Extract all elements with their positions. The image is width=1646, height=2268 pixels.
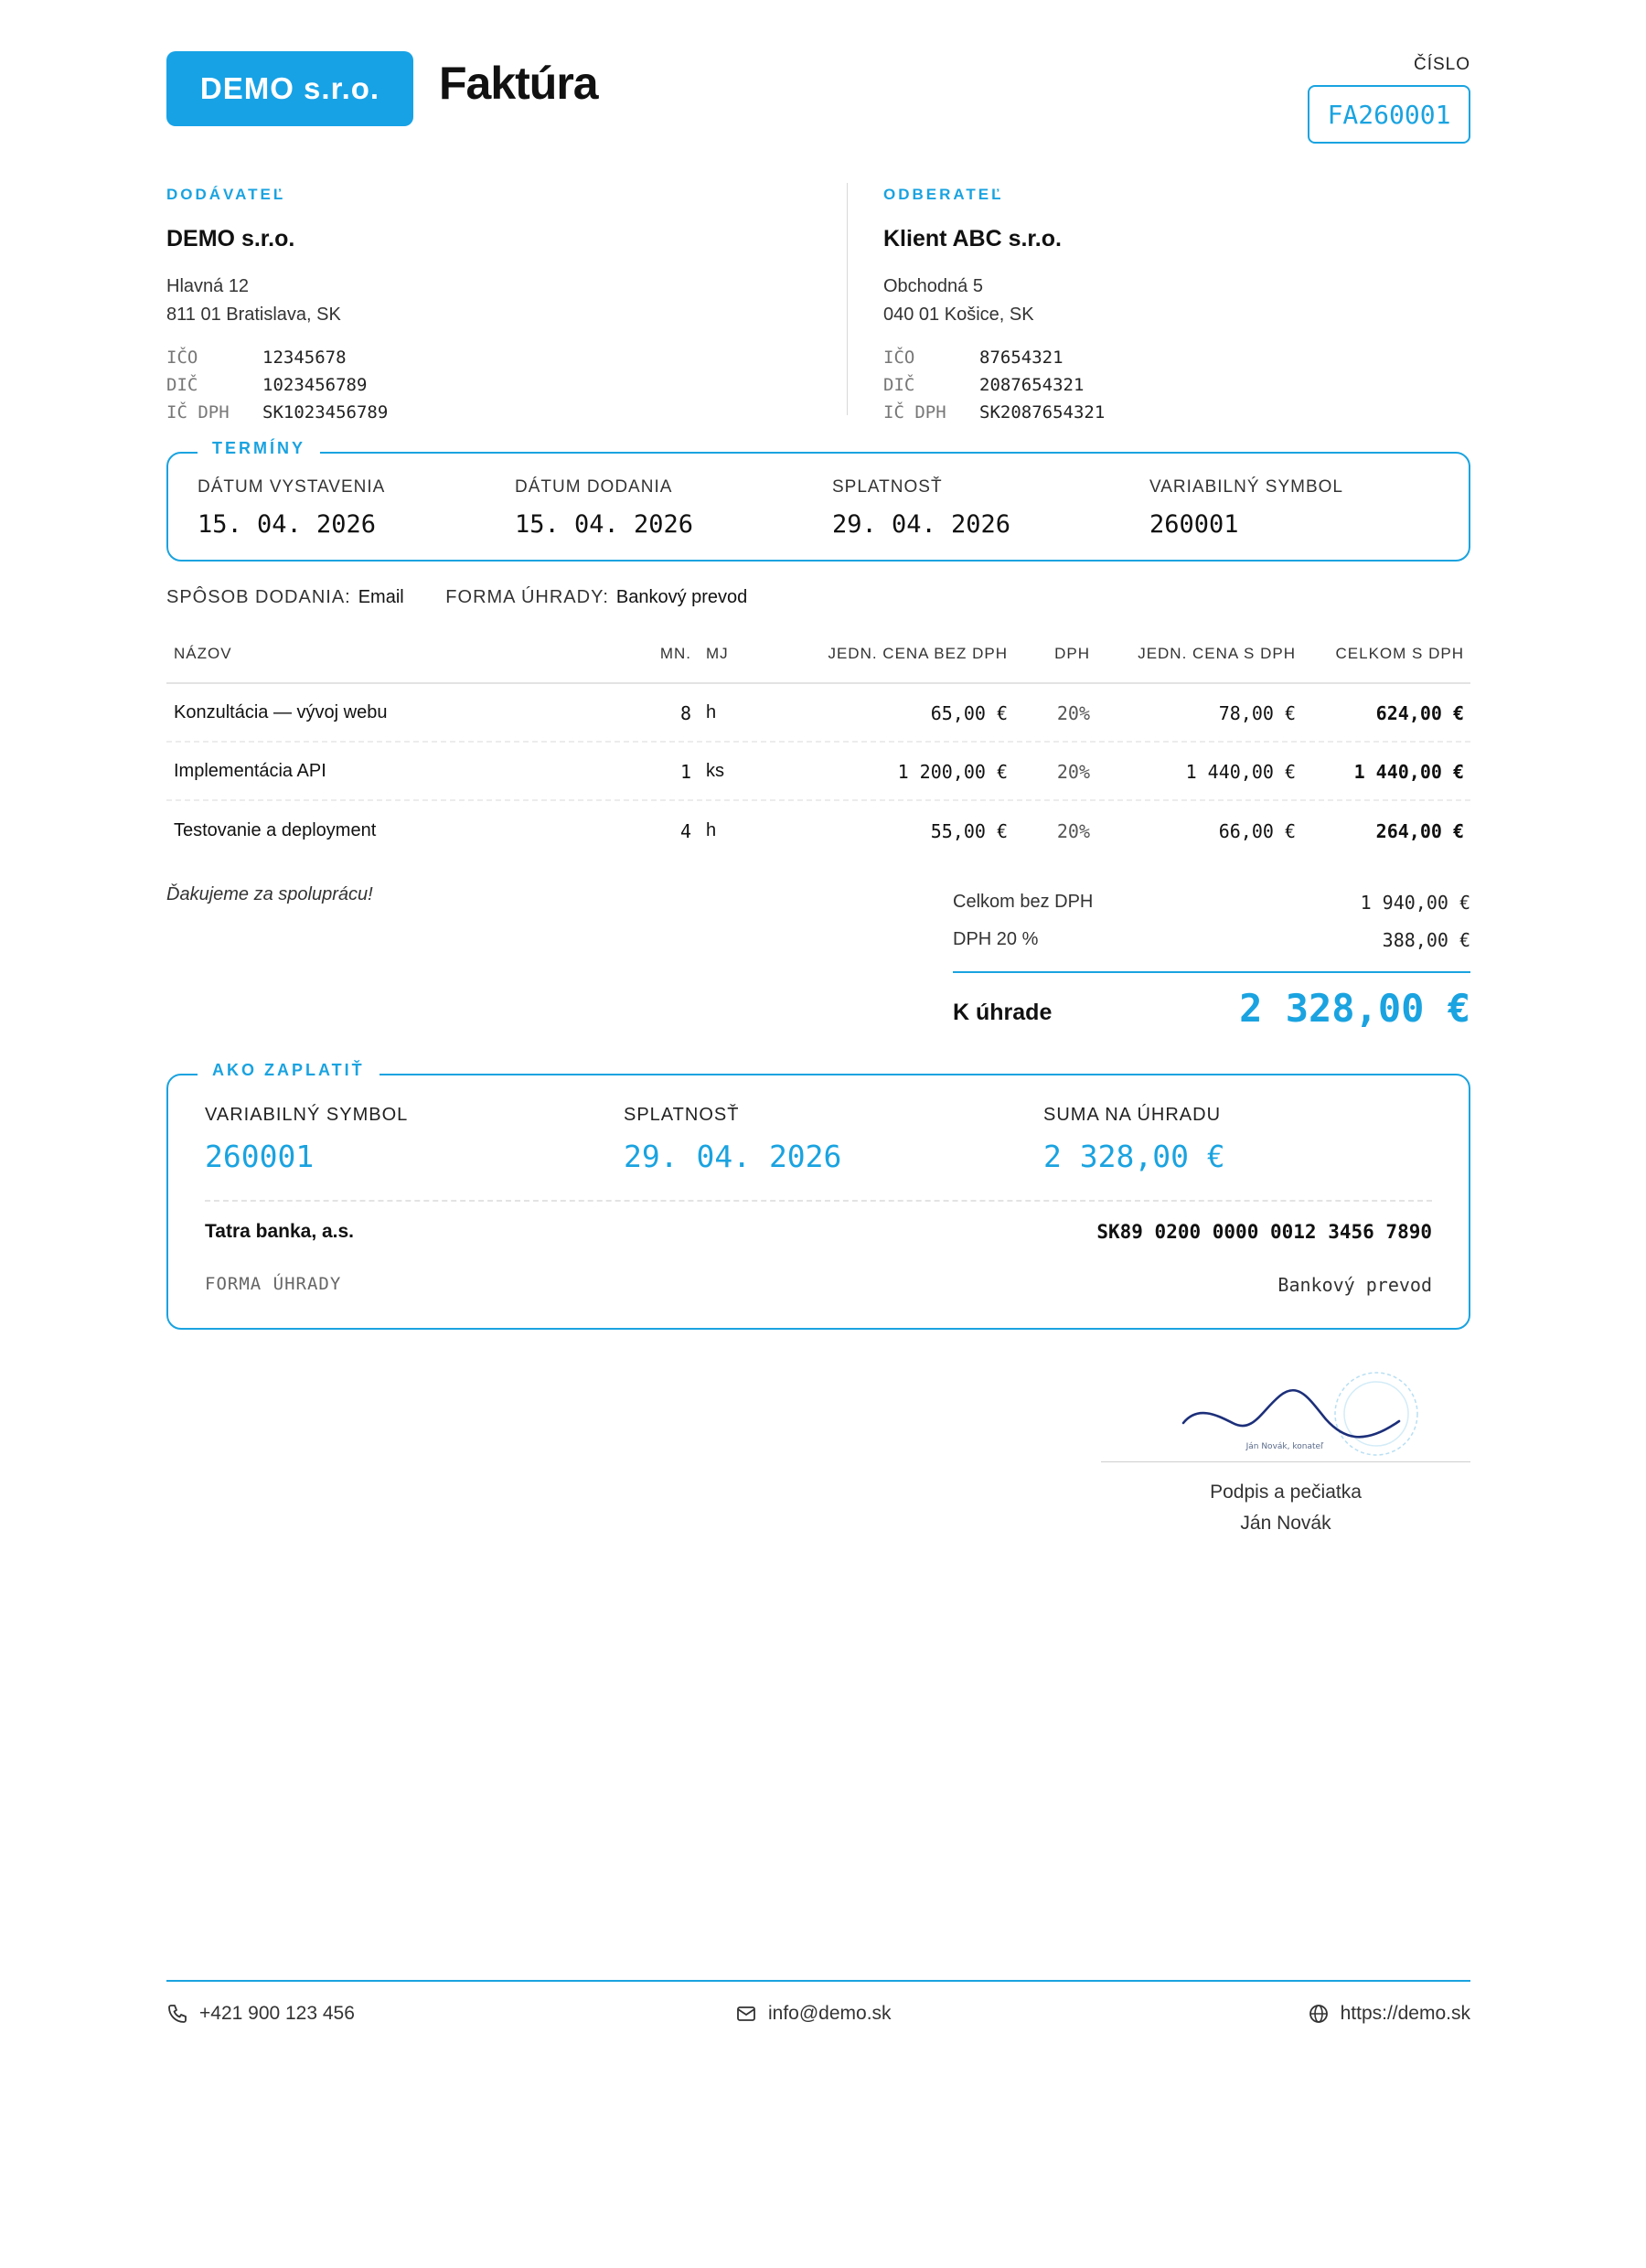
payment-value: 2 328,00 € [1043, 1139, 1225, 1174]
bank-name: Tatra banka, a.s. [205, 1221, 355, 1242]
term-label: DÁTUM DODANIA [515, 477, 673, 497]
th-unit-price: JEDN. CENA BEZ DPH [828, 645, 1008, 662]
customer-id-row [883, 399, 1523, 426]
iban: SK89 0200 0000 0012 3456 7890 [1096, 1221, 1432, 1243]
term-value: 260001 [1149, 510, 1239, 539]
signature-inline-name: Ján Novák, konateľ [1245, 1442, 1324, 1451]
payment-value: 260001 [205, 1139, 315, 1174]
signature-image [1170, 1363, 1436, 1463]
footer-divider [166, 1980, 1470, 1982]
cell-vat: 20% [1056, 702, 1090, 724]
invoice-number: FA260001 [1308, 85, 1470, 144]
cell-total: 1 440,00 € [1353, 761, 1464, 783]
page-title: Faktúra [439, 58, 598, 109]
term-label: DÁTUM VYSTAVENIA [198, 477, 386, 497]
customer-address [883, 273, 1523, 329]
supplier-label: DODÁVATEĽ [166, 186, 286, 203]
id-key: IČO [883, 348, 915, 368]
cell-qty: 1 [679, 761, 691, 783]
cell-unit: h [706, 820, 717, 840]
cell-total: 624,00 € [1375, 702, 1464, 724]
customer-block [883, 186, 1523, 426]
cell-qty: 8 [679, 702, 691, 724]
term-due-date [832, 477, 1010, 539]
supplier-address [166, 273, 807, 329]
cell-name: Testovanie a deployment [174, 820, 377, 840]
id-value: SK1023456789 [262, 402, 389, 423]
supplier-id-row [166, 371, 807, 399]
payment-label: SUMA NA ÚHRADU [1043, 1105, 1222, 1125]
th-unit: MJ [706, 645, 729, 662]
cell-unit: ks [706, 761, 724, 781]
email-link[interactable]: info@demo.sk [768, 2003, 892, 2024]
th-total: CELKOM S DPH [1335, 645, 1464, 662]
payment-amount [1043, 1105, 1225, 1174]
payment-variable-symbol [205, 1105, 408, 1174]
mail-icon [735, 2003, 757, 2025]
footer-email [735, 2003, 892, 2025]
id-value: 2087654321 [979, 375, 1085, 395]
delivery-method-value: Email [358, 587, 404, 607]
amount-due-label: K úhrade [953, 1000, 1053, 1025]
id-value: 12345678 [262, 348, 347, 368]
payment-divider [205, 1200, 1432, 1202]
id-key: DIČ [883, 375, 915, 395]
row-divider [166, 799, 1470, 801]
id-value: SK2087654321 [979, 402, 1106, 423]
website-link[interactable]: https://demo.sk [1340, 2003, 1470, 2024]
supplier-name: DEMO s.r.o. [166, 226, 295, 251]
amount-due-value: 2 328,00 € [1239, 986, 1470, 1031]
vat-total-label: DPH 20 % [953, 929, 1039, 949]
signature-label: Podpis a pečiatka [1210, 1482, 1362, 1503]
footer-phone [166, 2003, 355, 2025]
totals-divider [953, 971, 1470, 973]
cell-total: 264,00 € [1375, 820, 1464, 842]
th-name: NÁZOV [174, 645, 232, 662]
signature [1170, 1363, 1436, 1463]
term-delivery-date [515, 477, 693, 539]
customer-ids [883, 344, 1523, 426]
signature-line [1101, 1461, 1470, 1462]
term-label: VARIABILNÝ SYMBOL [1149, 477, 1343, 497]
table-header-divider [166, 682, 1470, 684]
customer-name: Klient ABC s.r.o. [883, 226, 1062, 251]
th-vat: DPH [1054, 645, 1090, 662]
signature-caption [1101, 1477, 1470, 1539]
footer-web [1308, 2003, 1470, 2025]
supplier-id-row [166, 344, 807, 371]
supplier-block [166, 186, 807, 426]
party-divider [847, 183, 848, 415]
net-total-label: Celkom bez DPH [953, 892, 1094, 912]
payment-form-label: FORMA ÚHRADY [205, 1274, 342, 1294]
thank-you-note: Ďakujeme za spoluprácu! [166, 884, 373, 904]
phone-icon [166, 2003, 188, 2025]
id-key: IČ DPH [883, 402, 946, 423]
cell-unit-price: 1 200,00 € [897, 761, 1008, 783]
cell-unit-price: 65,00 € [930, 702, 1008, 724]
cell-unit-price-vat: 66,00 € [1218, 820, 1296, 842]
vat-total-value: 388,00 € [1382, 929, 1470, 951]
delivery-method-label: SPÔSOB DODANIA: [166, 587, 351, 607]
globe-icon [1308, 2003, 1330, 2025]
payment-legend: AKO ZAPLATIŤ [198, 1061, 379, 1080]
th-qty: MN. [659, 645, 691, 662]
payment-label: VARIABILNÝ SYMBOL [205, 1105, 409, 1125]
term-value: 15. 04. 2026 [515, 510, 694, 539]
net-total-value: 1 940,00 € [1360, 892, 1470, 914]
id-value: 87654321 [979, 348, 1063, 368]
signature-name: Ján Novák [1240, 1513, 1331, 1534]
cell-qty: 4 [679, 820, 691, 842]
terms-legend: TERMÍNY [198, 439, 320, 458]
customer-id-row [883, 371, 1523, 399]
phone-text[interactable]: +421 900 123 456 [199, 2003, 355, 2024]
term-label: SPLATNOSŤ [832, 477, 943, 497]
id-key: IČO [166, 348, 198, 368]
customer-id-row [883, 344, 1523, 371]
customer-address-line: Obchodná 5 [883, 276, 983, 296]
row-divider [166, 741, 1470, 743]
cell-vat: 20% [1056, 761, 1090, 783]
supplier-ids [166, 344, 807, 426]
signature-stroke [1183, 1390, 1399, 1437]
term-value: 15. 04. 2026 [198, 510, 377, 539]
payment-form-value: Bankový prevod [615, 587, 748, 607]
id-value: 1023456789 [262, 375, 368, 395]
cell-unit-price: 55,00 € [930, 820, 1008, 842]
cell-unit-price-vat: 78,00 € [1218, 702, 1296, 724]
supplier-address-line: Hlavná 12 [166, 276, 250, 296]
cell-unit: h [706, 702, 717, 722]
delivery-info [166, 587, 747, 608]
term-variable-symbol [1149, 477, 1343, 539]
term-value: 29. 04. 2026 [832, 510, 1011, 539]
payment-form-label: FORMA ÚHRADY: [445, 587, 609, 607]
payment-form-value: Bankový prevod [1277, 1274, 1432, 1296]
term-issue-date [198, 477, 385, 539]
customer-address-line: 040 01 Košice, SK [883, 305, 1034, 325]
cell-vat: 20% [1056, 820, 1090, 842]
cell-unit-price-vat: 1 440,00 € [1185, 761, 1296, 783]
invoice-number-label: ČÍSLO [1413, 55, 1470, 74]
cell-name: Konzultácia — vývoj webu [174, 702, 388, 722]
id-key: IČ DPH [166, 402, 230, 423]
supplier-id-row [166, 399, 807, 426]
customer-label: ODBERATEĽ [883, 186, 1004, 203]
th-unit-price-vat: JEDN. CENA S DPH [1138, 645, 1296, 662]
stamp-outer-ring [1335, 1373, 1417, 1455]
payment-due-date [624, 1105, 841, 1174]
cell-name: Implementácia API [174, 761, 326, 781]
payment-value: 29. 04. 2026 [624, 1139, 842, 1174]
company-logo: DEMO s.r.o. [166, 51, 413, 126]
supplier-address-line: 811 01 Bratislava, SK [166, 305, 341, 325]
id-key: DIČ [166, 375, 198, 395]
payment-label: SPLATNOSŤ [624, 1105, 740, 1125]
